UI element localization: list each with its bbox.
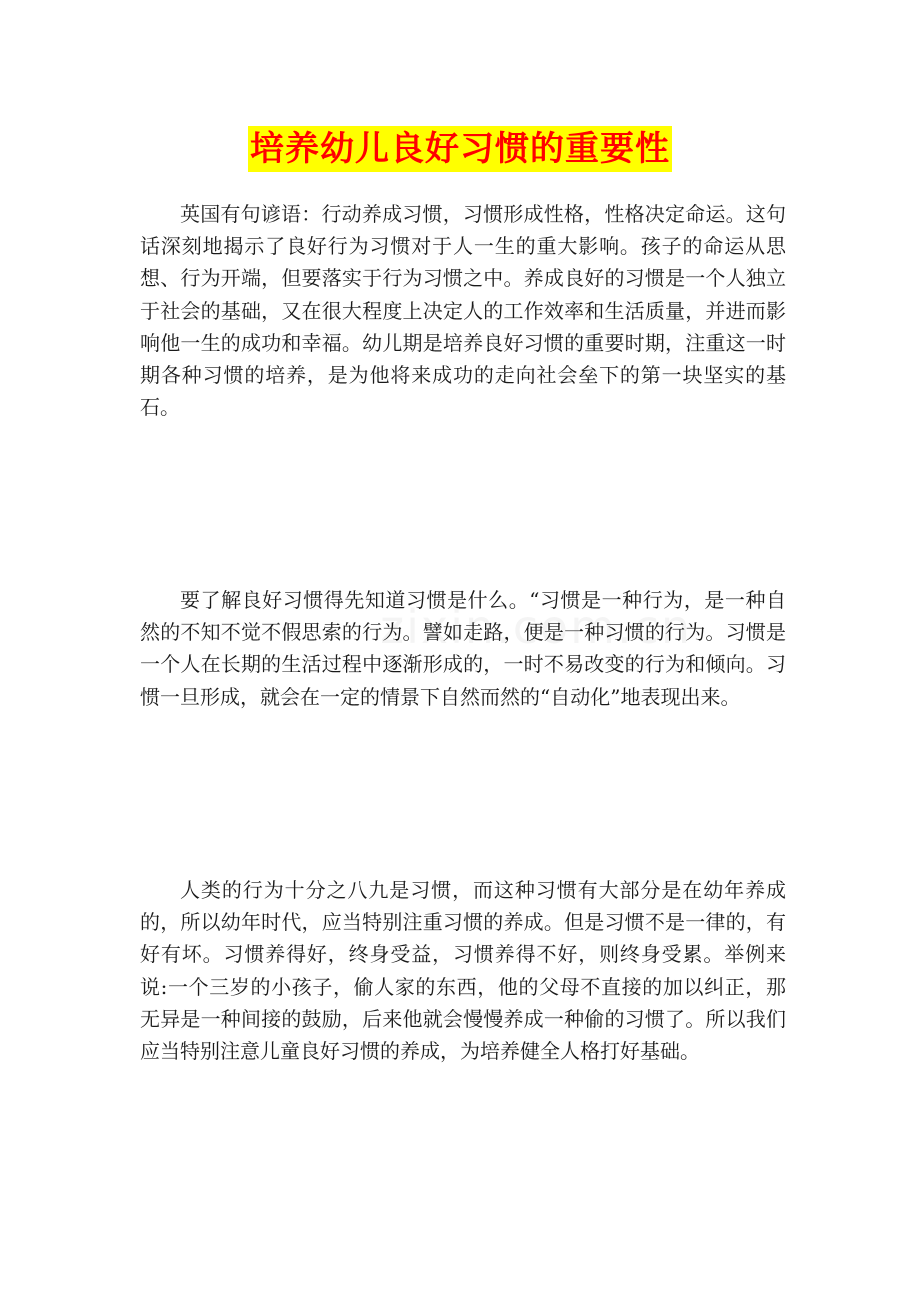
document-title: 培养幼儿良好习惯的重要性 <box>248 126 672 172</box>
paragraph-2: 要了解良好习惯得先知道习惯是什么。“习惯是一种行为，是一种自然的不知不觉不假思索的行为。譬如走路，便是一种习惯的行为。习惯是一个人在长期的生活过程中逐渐形成的，一时不易改变的行为和倾向。习惯一旦形成，就会在一定的情景下自然而然的“自动化”地表现出来。 <box>140 588 786 709</box>
paragraph-1: 英国有句谚语：行动养成习惯，习惯形成性格，性格决定命运。这句话深刻地揭示了良好行为习惯对于人一生的重大影响。孩子的命运从思想、行为开端，但要落实于行为习惯之中。养成良好的习惯是一个人独立于社会的基础，又在很大程度上决定人的工作效率和生活质量，并进而影响他一生的成功和幸福。幼儿期是培养良好习惯的重要时期，注重这一时期各种习惯的培养，是为他将来成功的走向社会垒下的第一块坚实的基石。 <box>140 202 786 420</box>
paragraph-3: 人类的行为十分之八九是习惯，而这种习惯有大部分是在幼年养成的，所以幼年时代，应当特别注重习惯的养成。但是习惯不是一律的，有好有坏。习惯养得好，终身受益，习惯养得不好，则终身受累。举例来说:一个三岁的小孩子，偷人家的东西，他的父母不直接的加以纠正，那无异是一种间接的鼓励，后来他就会慢慢养成一种偷的习惯了。所以我们应当特别注意儿童良好习惯的养成，为培养健全人格打好基础。 <box>140 878 786 1064</box>
title-container <box>0 126 920 172</box>
